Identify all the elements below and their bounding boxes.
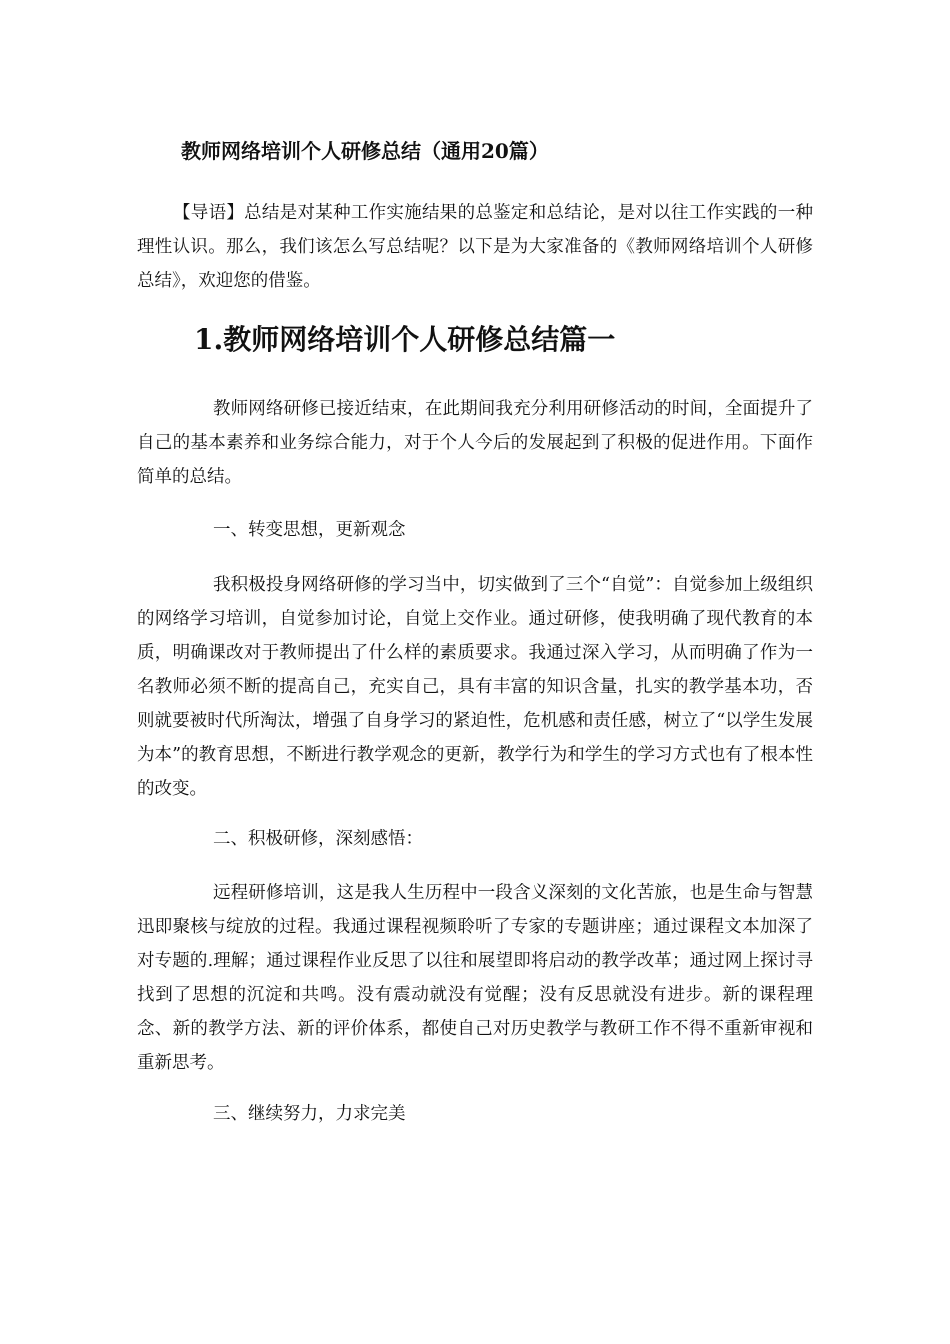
subheading-1: 一、转变思想，更新观念 bbox=[213, 520, 406, 540]
section-heading: 1.教师网络培训个人研修总结篇一 bbox=[194, 323, 616, 356]
body-paragraph-2: 我积极投身网络研修的学习当中，切实做到了三个“自觉”：自觉参加上级组织的网络学习培训，自觉参加讨论，自觉上交作业。通过研修，使我明确了现代教育的本质，明确课改对于教师提出了什么样的素质要求。我通过深入学习，从而明确了作为一名教师必须不断的提高自己，充实自己，具有丰富的知识含量，扎实的教学基本功，否则就要被时代所淘汰，增强了自身学习的紧迫性，危机感和责任感，树立了“以学生发展为本”的教育思想，不断进行教学观念的更新，教学行为和学生的学习方式也有了根本性的改变。 bbox=[137, 575, 813, 799]
body-paragraph-1: 教师网络研修已接近结束，在此期间我充分利用研修活动的时间，全面提升了自己的基本素养和业务综合能力，对于个人今后的发展起到了积极的促进作用。下面作简单的总结。 bbox=[137, 399, 813, 487]
subheading-2: 二、积极研修，深刻感悟： bbox=[213, 829, 423, 849]
body-paragraph-3: 远程研修培训，这是我人生历程中一段含义深刻的文化苦旅，也是生命与智慧迅即聚核与绽放的过程。我通过课程视频聆听了专家的专题讲座；通过课程文本加深了对专题的.理解；通过课程作业反思了以往和展望即将启动的教学改革；通过网上探讨寻找到了思想的沉淀和共鸣。没有震动就没有觉醒；没有反思就没有进步。新的课程理念、新的教学方法、新的评价体系，都使自己对历史教学与教研工作不得不重新审视和重新思考。 bbox=[137, 883, 813, 1073]
subheading-3: 三、继续努力，力求完美 bbox=[213, 1104, 406, 1124]
intro-paragraph: 【导语】总结是对某种工作实施结果的总鉴定和总结论，是对以往工作实践的一种理性认识。那么，我们该怎么写总结呢？以下是为大家准备的《教师网络培训个人研修总结》，欢迎您的借鉴。 bbox=[137, 203, 813, 291]
document-title: 教师网络培训个人研修总结（通用20篇） bbox=[181, 139, 549, 163]
